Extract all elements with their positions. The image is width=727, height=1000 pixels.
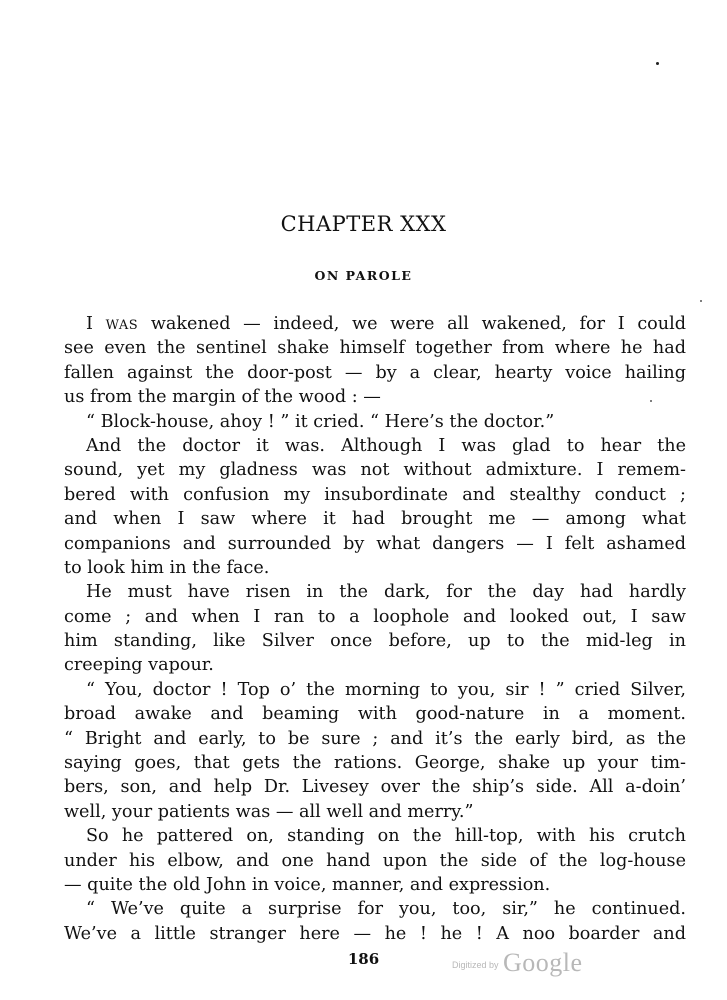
text-line: him standing, like Silver once before, up to the mid-leg in (64, 631, 686, 652)
text-line: see even the sentinel shake himself together from where he had (64, 338, 686, 359)
chapter-subtitle: ON PAROLE (314, 268, 413, 283)
text-line: — quite the old John in voice, manner, and expression. (64, 874, 551, 895)
text-line: “ You, doctor ! Top o’ the morning to you, sir ! ” cried Silver, (86, 679, 686, 700)
google-logo: Google (502, 948, 583, 977)
text-line: sound, yet my gladness was not without admixture. I remem- (64, 460, 686, 481)
text-line: bers, son, and help Dr. Livesey over the ship’s side. All a-doin’ (64, 777, 686, 798)
text-line: And the doctor it was. Although I was glad to hear the (86, 435, 686, 456)
ink-speck (700, 300, 702, 302)
text-line: fallen against the door-post — by a clear, hearty voice hailing (64, 362, 686, 383)
text-line-lead: I (86, 314, 106, 334)
chapter-body-text (64, 312, 686, 946)
text-line: We’ve a little stranger here — he ! he ! A noo boarder and (64, 923, 686, 944)
text-line: “ Bright and early, to be sure ; and it’s the early bird, as the (64, 728, 686, 749)
text-line: us from the margin of the wood : — (64, 387, 381, 408)
digitized-watermark (452, 948, 583, 978)
text-line: bered with confusion my insubordinate and stealthy conduct ; (64, 484, 686, 505)
text-line: “ Block-house, ahoy ! ” it cried. “ Here’s the doctor.” (86, 411, 555, 432)
text-line: to look him in the face. (64, 557, 270, 578)
text-line: under his elbow, and one hand upon the side of the log-house (64, 850, 686, 871)
text-line: creeping vapour. (64, 655, 214, 676)
text-line: saying goes, that gets the rations. George, shake up your tim- (64, 753, 686, 774)
text-line: well, your patients was — all well and merry.” (64, 801, 474, 822)
text-line: So he pattered on, standing on the hill-top, with his crutch (86, 826, 686, 847)
text-line: He must have risen in the dark, for the day had hardly (86, 582, 686, 603)
text-line-smallcaps: WAS (105, 318, 139, 333)
text-line-rest: wakened — indeed, we were all wakened, for I could (138, 314, 686, 334)
chapter-title: CHAPTER XXX (280, 212, 447, 236)
ink-speck (656, 62, 659, 65)
text-line: companions and surrounded by what dangers — I felt ashamed (64, 533, 686, 554)
page-number: 186 (347, 950, 380, 968)
digitized-label: Digitized by (452, 960, 499, 970)
text-line: “ We’ve quite a surprise for you, too, sir,” he continued. (86, 899, 686, 920)
text-line: broad awake and beaming with good-nature in a moment. (64, 704, 686, 725)
text-line: come ; and when I ran to a loophole and looked out, I saw (64, 606, 686, 627)
text-line (64, 312, 686, 336)
text-line: and when I saw where it had brought me — among what (64, 509, 686, 530)
